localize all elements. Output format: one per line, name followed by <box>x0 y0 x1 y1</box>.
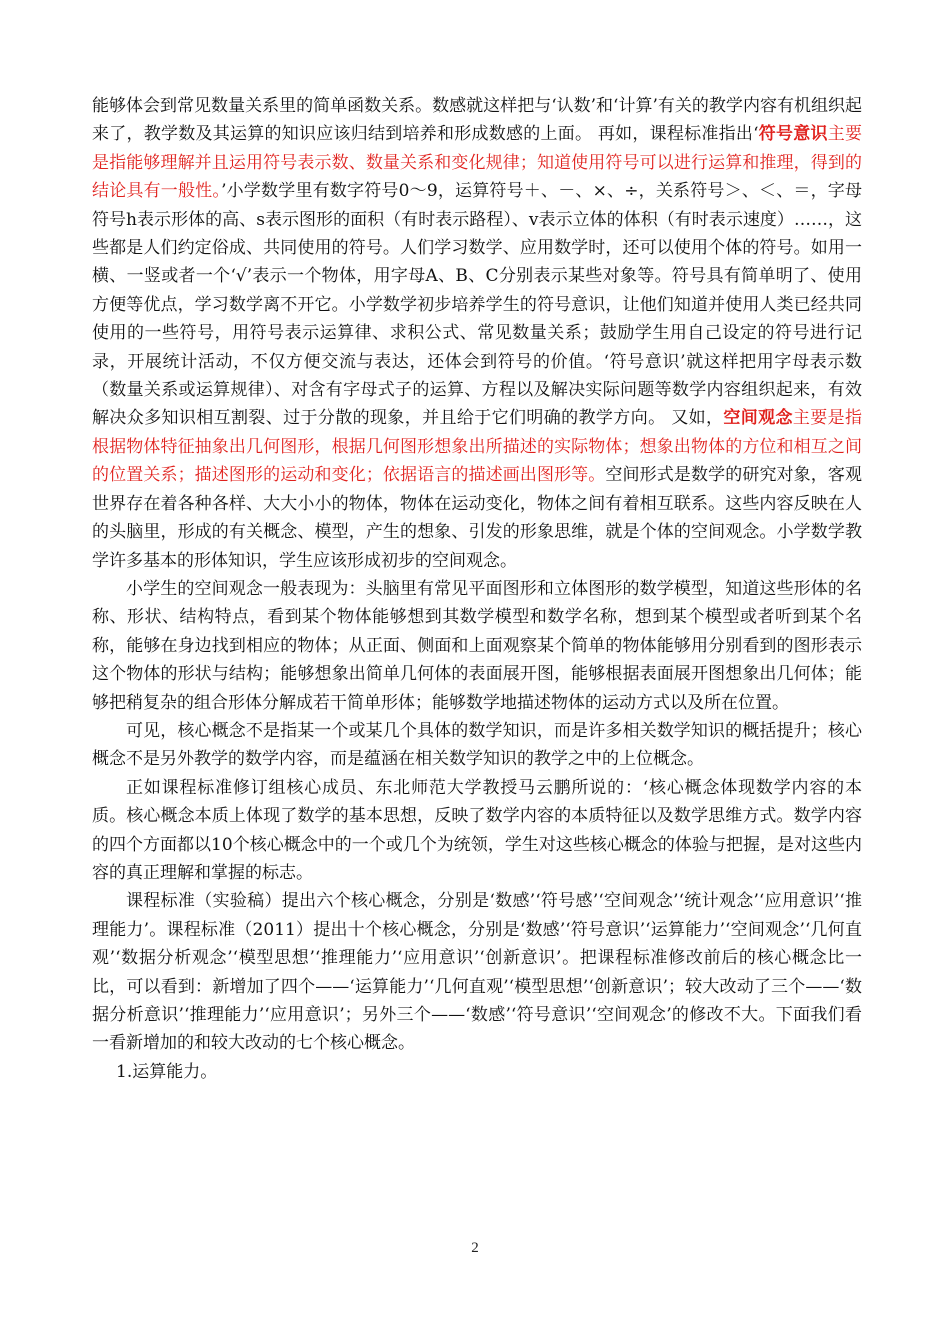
paragraph-quote-ma-yunpeng: 正如课程标准修订组核心成员、东北师范大学教授马云鹏所说的：‘核心概念体现数学内容的本质。核心概念本质上体现了数学的基本思想，反映了数学内容的本质特征以及数学思维方式。数学内容的四个方面都以10个核心概念中的一个或几个为统领，学生对这些核心概念的体验与把握，是对这些内容的真正理解和掌握的标志。 <box>92 777 862 883</box>
definition-symbol-awareness: 主要是指能够理解并且运用符号表示数、数量关系和变化规律；知道使用符号可以进行运算和推理，得到的结论具有一般性。 <box>92 124 863 202</box>
paragraph-core-concept-summary: 可见，核心概念不是指某一个或某几个具体的数学知识，而是许多相关数学知识的概括提升；核心概念不是另外教学的数学内容，而是蕴涵在相关数学知识的教学之中的上位概念。 <box>92 720 862 770</box>
term-spatial-concept: 空间观念 <box>723 408 793 429</box>
page-number: 2 <box>471 1240 479 1256</box>
text-run: 能够体会到常见数量关系里的简单函数关系。数感就这样把与‘认数’和‘计算’有关的教学内容有机组织起来了，教学数及其运算的知识应该归结到培养和形成数感的上面。 再如，课程标准指出‘ <box>92 96 862 145</box>
document-body <box>92 92 862 1086</box>
text-run: ’小学数学里有数字符号0～9，运算符号＋、－、×、÷，关系符号＞、＜、＝，字母符号h表示形体的高、s表示图形的面积（有时表示路程）、v表示立体的体积（有时表示速度）……，这些都是人们约定俗成、共同使用的符号。人们学习数学、应用数学时，还可以使用个体的符号。如用一横、一竖或者一个‘√’表示一个物体，用字母A、B、C分别表示某些对象等。符号具有简单明了、使用方便等优点，学习数学离不开它。小学数学初步培养学生的符号意识，让他们知道并使用人类已经共同使用的一些符号，用符号表示运算律、求积公式、常见数量关系；鼓励学生用自己设定的符号进行记录，开展统计活动，不仅方便交流与表达，还体会到符号的价值。‘符号意识’就这样把用字母表示数（数量关系或运算规律）、对含有字母式子的运算、方程以及解决实际问题等数学内容组织起来，有效解决众多知识相互割裂、过于分散的现象，并且给于它们明确的教学方向。 又如， <box>92 181 862 429</box>
text-run: 空间形式是数学的研究对象，客观世界存在着各种各样、大大小小的物体，物体在运动变化，物体之间有着相互联系。这些内容反映在人的头脑里，形成的有关概念、模型，产生的想象、引发的形象思维，就是个体的空间观念。小学数学教学许多基本的形体知识，学生应该形成初步的空间观念。 <box>92 465 863 571</box>
definition-spatial-concept: 主要是指根据物体特征抽象出几何图形，根据几何图形想象出所描述的实际物体；想象出物体的方位和相互之间的位置关系；描述图形的运动和变化；依据语言的描述画出图形等。 <box>92 408 863 486</box>
term-symbol-awareness: 符号意识 <box>758 124 828 145</box>
paragraph-core-concept-comparison: 课程标准（实验稿）提出六个核心概念，分别是‘数感’‘符号感’‘空间观念’‘统计观念’‘应用意识’‘推理能力’。课程标准（2011）提出十个核心概念，分别是‘数感’‘符号意识’‘运算能力’‘空间观念’‘几何直观’‘数据分析观念’‘模型思想’‘推理能力’‘应用意识’‘创新意识’。把课程标准修改前后的核心概念比一比，可以看到：新增加了四个——‘运算能力’‘几何直观’‘模型思想’‘创新意识’；较大改动了三个——‘数据分析意识’‘推理能力’‘应用意识’；另外三个——‘数感’‘符号意识’‘空间观念’的修改不大。下面我们看一看新增加的和较大改动的七个核心概念。 <box>92 891 862 1054</box>
paragraph-spatial-performance: 小学生的空间观念一般表现为：头脑里有常见平面图形和立体图形的数学模型，知道这些形体的名称、形状、结构特点，看到某个物体能够想到其数学模型和数学名称，想到某个模型或者听到某个名称，能够在身边找到相应的物体；从正面、侧面和上面观察某个简单的物体能够用分别看到的图形表示这个物体的形状与结构；能够想象出简单几何体的表面展开图，能够根据表面展开图想象出几何体；能够把稍复杂的组合形体分解成若干简单形体；能够数学地描述物体的运动方式以及所在位置。 <box>92 578 862 713</box>
paragraph-symbol-and-space-sense <box>92 92 862 575</box>
list-item-operation-ability: 1.运算能力。 <box>116 1061 218 1082</box>
